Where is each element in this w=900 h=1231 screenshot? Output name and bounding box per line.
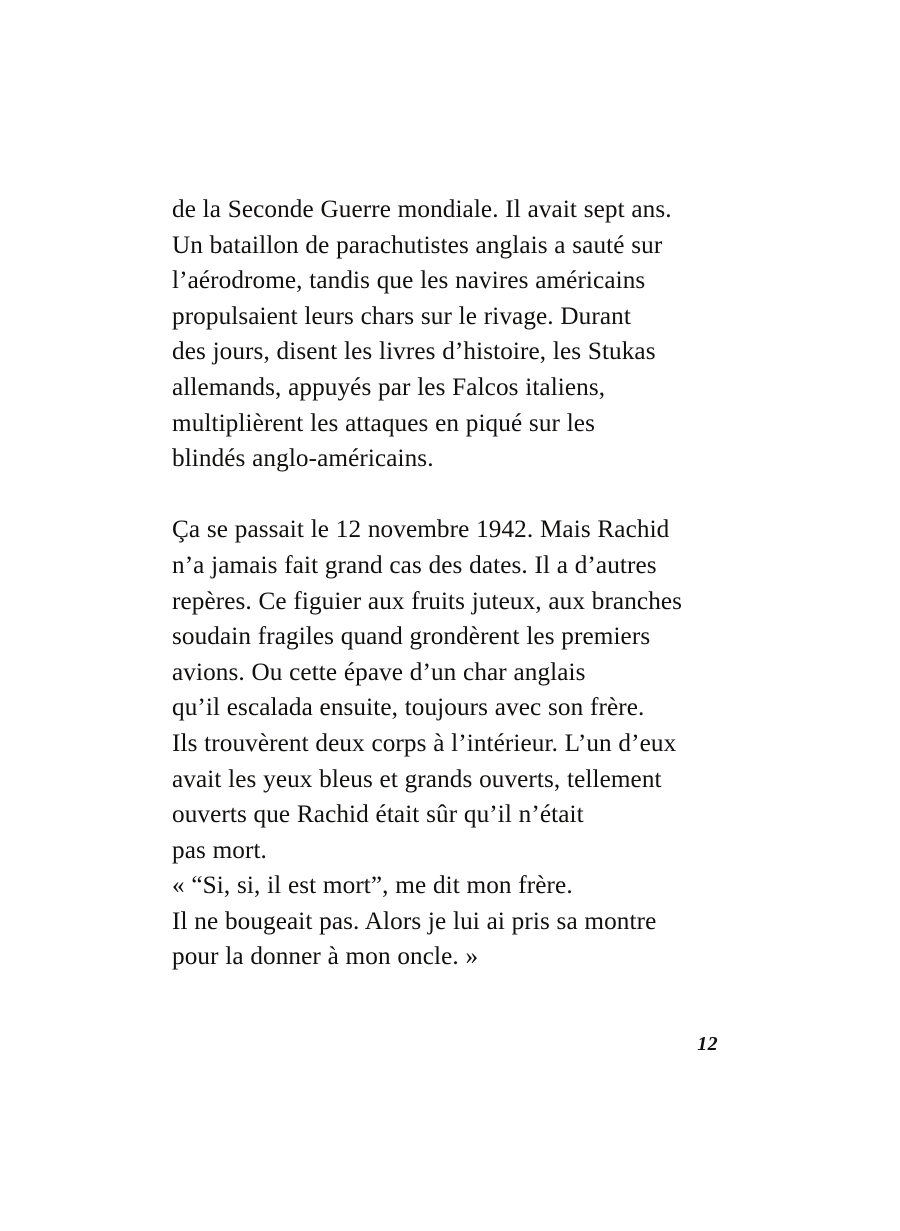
text-line: pour la donner à mon oncle. » [172,943,479,971]
text-line: n’a jamais fait grand cas des dates. Il a d’autres [172,551,657,579]
text-line: avions. Ou cette épave d’un char anglais [172,658,586,686]
text-line: blindés anglo-américains. [172,445,434,473]
text-line: pas mort. [172,836,267,864]
text-line: multiplièrent les attaques en piqué sur les [172,409,595,437]
text-line: avait les yeux bleus et grands ouverts, tellement [172,765,662,793]
text-line: allemands, appuyés par les Falcos italiens, [172,373,606,401]
text-line: Ils trouvèrent deux corps à l’intérieur. L’un d’eux [172,729,677,757]
text-line: l’aérodrome, tandis que les navires américains [172,267,646,295]
page-text-block [172,192,732,975]
text-line: repères. Ce figuier aux fruits juteux, aux branches [172,587,683,615]
paragraph-1 [172,192,732,477]
text-line: ouverts que Rachid était sûr qu’il n’était [172,801,584,829]
text-line: Ça se passait le 12 novembre 1942. Mais Rachid [172,516,670,544]
text-line: propulsaient leurs chars sur le rivage. Durant [172,302,631,330]
text-line: de la Seconde Guerre mondiale. Il avait sept ans. [172,196,672,223]
text-line: Un bataillon de parachutistes anglais a sauté sur [172,231,663,259]
page-number: 12 [697,1033,718,1055]
paragraph-2 [172,512,732,975]
text-line: des jours, disent les livres d’histoire, les Stukas [172,338,656,366]
text-line: soudain fragiles quand grondèrent les premiers [172,623,651,651]
text-line: Il ne bougeait pas. Alors je lui ai pris sa montre [172,907,657,935]
text-line: qu’il escalada ensuite, toujours avec son frère. [172,694,645,722]
text-line: « “Si, si, il est mort”, me dit mon frère. [172,872,573,900]
